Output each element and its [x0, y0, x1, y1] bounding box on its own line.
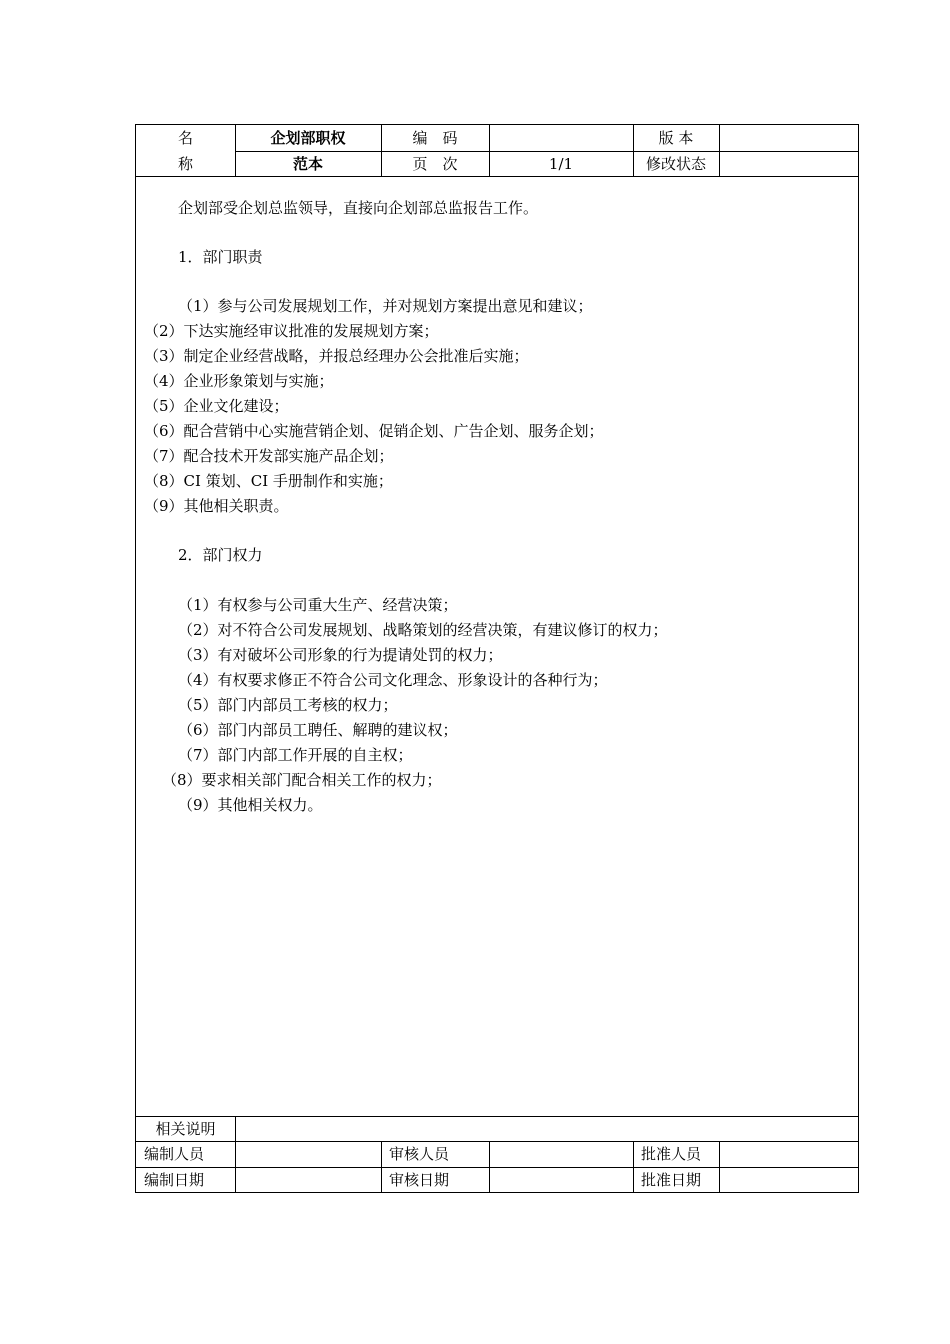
power-item: （3）有对破坏公司形象的行为提请处罚的权力； [178, 646, 503, 664]
duty-item: （4）企业形象策划与实施； [144, 372, 334, 390]
name-label-top: 名 [177, 129, 193, 147]
power-item: （5）部门内部员工考核的权力； [178, 696, 398, 714]
duty-item: （8）CI 策划、CI 手册制作和实施； [144, 472, 393, 490]
prepared-by-value [235, 1141, 381, 1167]
prepared-date-label: 编制日期 [144, 1170, 205, 1189]
notes-label: 相关说明 [155, 1119, 216, 1138]
code-label: 编 码 [412, 129, 458, 147]
section-heading-duties: 1．部门职责 [178, 248, 263, 266]
page-value: 1/1 [548, 154, 574, 173]
power-item: （2）对不符合公司发展规划、战略策划的经营决策，有建议修订的权力； [178, 621, 668, 639]
approved-date-value [719, 1167, 858, 1192]
revision-value [719, 151, 858, 176]
document-table [135, 124, 859, 1193]
notes-value [235, 1116, 858, 1141]
reviewed-by-value [489, 1141, 633, 1167]
document-title-line-2: 范本 [292, 154, 323, 173]
duty-item: （1）参与公司发展规划工作，并对规划方案提出意见和建议； [178, 297, 593, 315]
approved-by-label: 批准人员 [641, 1145, 702, 1163]
duty-item: （7）配合技术开发部实施产品企划； [144, 447, 394, 465]
reviewed-by-label: 审核人员 [389, 1145, 450, 1163]
section-heading-powers: 2．部门权力 [178, 546, 263, 564]
intro-paragraph: 企划部受企划总监领导，直接向企划部总监报告工作。 [178, 199, 539, 217]
duty-item: （3）制定企业经营战略，并报总经理办公会批准后实施； [144, 347, 529, 365]
approved-by-value [719, 1141, 858, 1167]
revision-label: 修改状态 [645, 154, 706, 173]
power-item: （8）要求相关部门配合相关工作的权力； [162, 771, 442, 789]
reviewed-date-label: 审核日期 [389, 1170, 450, 1189]
version-label: 版 本 [658, 129, 694, 147]
power-item: （7）部门内部工作开展的自主权； [178, 746, 413, 764]
prepared-by-label: 编制人员 [144, 1145, 205, 1163]
reviewed-date-value [489, 1167, 633, 1192]
name-label-bottom: 称 [177, 154, 193, 173]
power-item: （9）其他相关权力。 [178, 796, 323, 814]
page-label: 页 次 [412, 154, 458, 173]
power-item: （6）部门内部员工聘任、解聘的建议权； [178, 721, 458, 739]
version-value [719, 125, 858, 151]
power-item: （1）有权参与公司重大生产、经营决策； [178, 596, 458, 614]
header-bottom-border [136, 176, 858, 177]
duty-item: （9）其他相关职责。 [144, 497, 289, 515]
duty-item: （6）配合营销中心实施营销企划、促销企划、广告企划、服务企划； [144, 422, 604, 440]
code-value [489, 125, 633, 151]
document-title-line-1: 企划部职权 [270, 129, 346, 147]
power-item: （4）有权要求修正不符合公司文化理念、形象设计的各种行为； [178, 671, 608, 689]
approved-date-label: 批准日期 [641, 1170, 702, 1189]
prepared-date-value [235, 1167, 381, 1192]
duty-item: （2）下达实施经审议批准的发展规划方案； [144, 322, 439, 340]
duty-item: （5）企业文化建设； [144, 397, 289, 415]
